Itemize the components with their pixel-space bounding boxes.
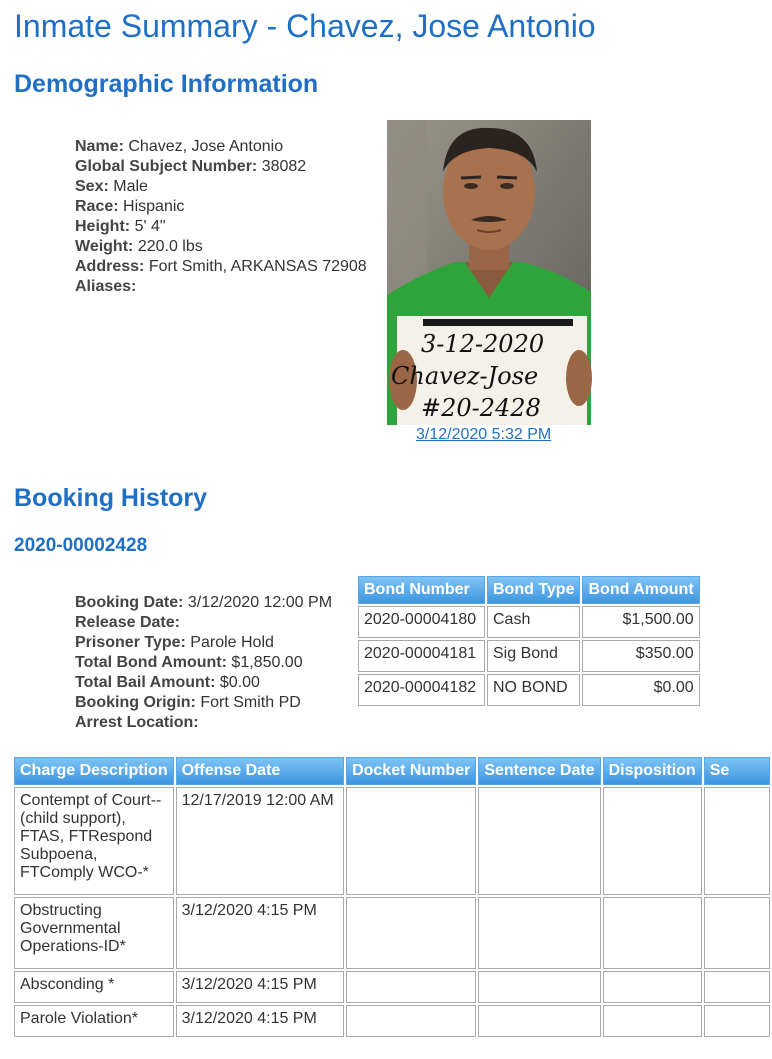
booking-date-row: [75, 593, 332, 613]
prisoner-type-label: Prisoner Type:: [75, 634, 186, 651]
docket-number-cell: [346, 897, 476, 969]
offense-date-cell: 3/12/2020 4:15 PM: [176, 1005, 344, 1037]
bond-number-cell: 2020-00004180: [358, 606, 485, 638]
disposition-cell: [603, 787, 702, 895]
disposition-cell: [603, 971, 702, 1003]
demographic-heading: Demographic Information: [14, 70, 319, 98]
prisoner-type-value: Parole Hold: [190, 634, 274, 651]
bond-type-header: Bond Type: [487, 576, 580, 604]
bond-amount-cell: $0.00: [582, 674, 699, 706]
table-row: [358, 640, 700, 672]
bond-type-cell: Sig Bond: [487, 640, 580, 672]
booking-origin-label: Booking Origin:: [75, 694, 196, 711]
address-label: Address:: [75, 258, 145, 275]
bond-number-cell: 2020-00004182: [358, 674, 485, 706]
table-row: [358, 674, 700, 706]
page-title: Inmate Summary - Chavez, Jose Antonio: [14, 8, 596, 44]
release-date-row: [75, 613, 332, 633]
total-bail-label: Total Bail Amount:: [75, 674, 216, 691]
race-row: [75, 197, 367, 217]
name-label: Name:: [75, 138, 124, 155]
address-row: [75, 257, 367, 277]
booking-origin-row: [75, 693, 332, 713]
bond-number-header: Bond Number: [358, 576, 485, 604]
disposition-header: Disposition: [603, 757, 702, 785]
charge-table-container[interactable]: [12, 755, 730, 1045]
booking-origin-value: Fort Smith PD: [200, 694, 301, 711]
offense-date-cell: 3/12/2020 4:15 PM: [176, 897, 344, 969]
docket-number-cell: [346, 1005, 476, 1037]
height-value: 5' 4": [134, 218, 166, 235]
prisoner-type-row: [75, 633, 332, 653]
sentence-date-header: Sentence Date: [478, 757, 600, 785]
subject-number-value: 38082: [261, 158, 307, 175]
docket-number-header: Docket Number: [346, 757, 476, 785]
sentence-date-cell: [478, 1005, 600, 1037]
sentence-date-cell: [478, 787, 600, 895]
bond-type-cell: Cash: [487, 606, 580, 638]
sentence-date-cell: [478, 897, 600, 969]
race-value: Hispanic: [123, 198, 185, 215]
arrest-location-label: Arrest Location:: [75, 714, 199, 731]
bond-amount-header: Bond Amount: [582, 576, 699, 604]
booking-info: [75, 593, 332, 733]
sex-value: Male: [113, 178, 148, 195]
subject-number-row: [75, 157, 367, 177]
bond-amount-cell: $1,500.00: [582, 606, 699, 638]
weight-label: Weight:: [75, 238, 134, 255]
charge-description-cell: Parole Violation*: [14, 1005, 174, 1037]
table-row: [14, 897, 770, 969]
address-value: Fort Smith, ARKANSAS 72908: [148, 258, 367, 275]
charge-header-row: [14, 757, 770, 785]
height-row: [75, 217, 367, 237]
name-value: Chavez, Jose Antonio: [128, 138, 284, 155]
docket-number-cell: [346, 971, 476, 1003]
sentence-date-cell: [478, 971, 600, 1003]
weight-value: 220.0 lbs: [137, 238, 203, 255]
total-bond-label: Total Bond Amount:: [75, 654, 227, 671]
charge-description-cell: Contempt of Court--(child support), FTAS, FTRespond Subpoena, FTComply WCO-*: [14, 787, 174, 895]
table-row: [14, 1005, 770, 1037]
aliases-label: Aliases:: [75, 278, 137, 295]
truncated-cell: [704, 787, 770, 895]
total-bond-row: [75, 653, 332, 673]
height-label: Height:: [75, 218, 131, 235]
total-bond-value: $1,850.00: [231, 654, 303, 671]
race-label: Race:: [75, 198, 119, 215]
total-bail-row: [75, 673, 332, 693]
demographic-info: [75, 137, 367, 297]
placard-date: 3-12-2020: [421, 330, 545, 358]
offense-date-header: Offense Date: [176, 757, 344, 785]
inmate-photo[interactable]: [387, 120, 591, 425]
charge-description-cell: Absconding *: [14, 971, 174, 1003]
booking-date-value: 3/12/2020 12:00 PM: [187, 594, 333, 611]
placard-name: Chavez-Jose: [391, 362, 539, 390]
name-row: [75, 137, 367, 157]
truncated-header: Se: [704, 757, 770, 785]
charge-description-cell: Obstructing Governmental Operations-ID*: [14, 897, 174, 969]
truncated-cell: [704, 897, 770, 969]
charge-description-header: Charge Description: [14, 757, 174, 785]
bond-type-cell: NO BOND: [487, 674, 580, 706]
table-row: [14, 787, 770, 895]
sex-label: Sex:: [75, 178, 109, 195]
docket-number-cell: [346, 787, 476, 895]
photo-date-link[interactable]: 3/12/2020 5:32 PM: [416, 426, 552, 443]
table-row: [14, 971, 770, 1003]
mugshot-image: [387, 120, 591, 425]
booking-number: 2020-00002428: [14, 535, 148, 556]
sex-row: [75, 177, 367, 197]
weight-row: [75, 237, 367, 257]
bond-amount-cell: $350.00: [582, 640, 699, 672]
table-row: [358, 606, 700, 638]
charge-table: [12, 755, 772, 1039]
bond-header-row: [358, 576, 700, 604]
bond-number-cell: 2020-00004181: [358, 640, 485, 672]
booking-history-heading: Booking History: [14, 484, 208, 512]
booking-date-label: Booking Date:: [75, 594, 184, 611]
bond-table: [356, 574, 702, 708]
offense-date-cell: 12/17/2019 12:00 AM: [176, 787, 344, 895]
release-date-label: Release Date:: [75, 614, 180, 631]
offense-date-cell: 3/12/2020 4:15 PM: [176, 971, 344, 1003]
placard-number: #20-2428: [421, 394, 541, 422]
truncated-cell: [704, 1005, 770, 1037]
subject-number-label: Global Subject Number:: [75, 158, 258, 175]
aliases-row: [75, 277, 367, 297]
truncated-cell: [704, 971, 770, 1003]
arrest-location-row: [75, 713, 332, 733]
total-bail-value: $0.00: [219, 674, 260, 691]
disposition-cell: [603, 897, 702, 969]
disposition-cell: [603, 1005, 702, 1037]
